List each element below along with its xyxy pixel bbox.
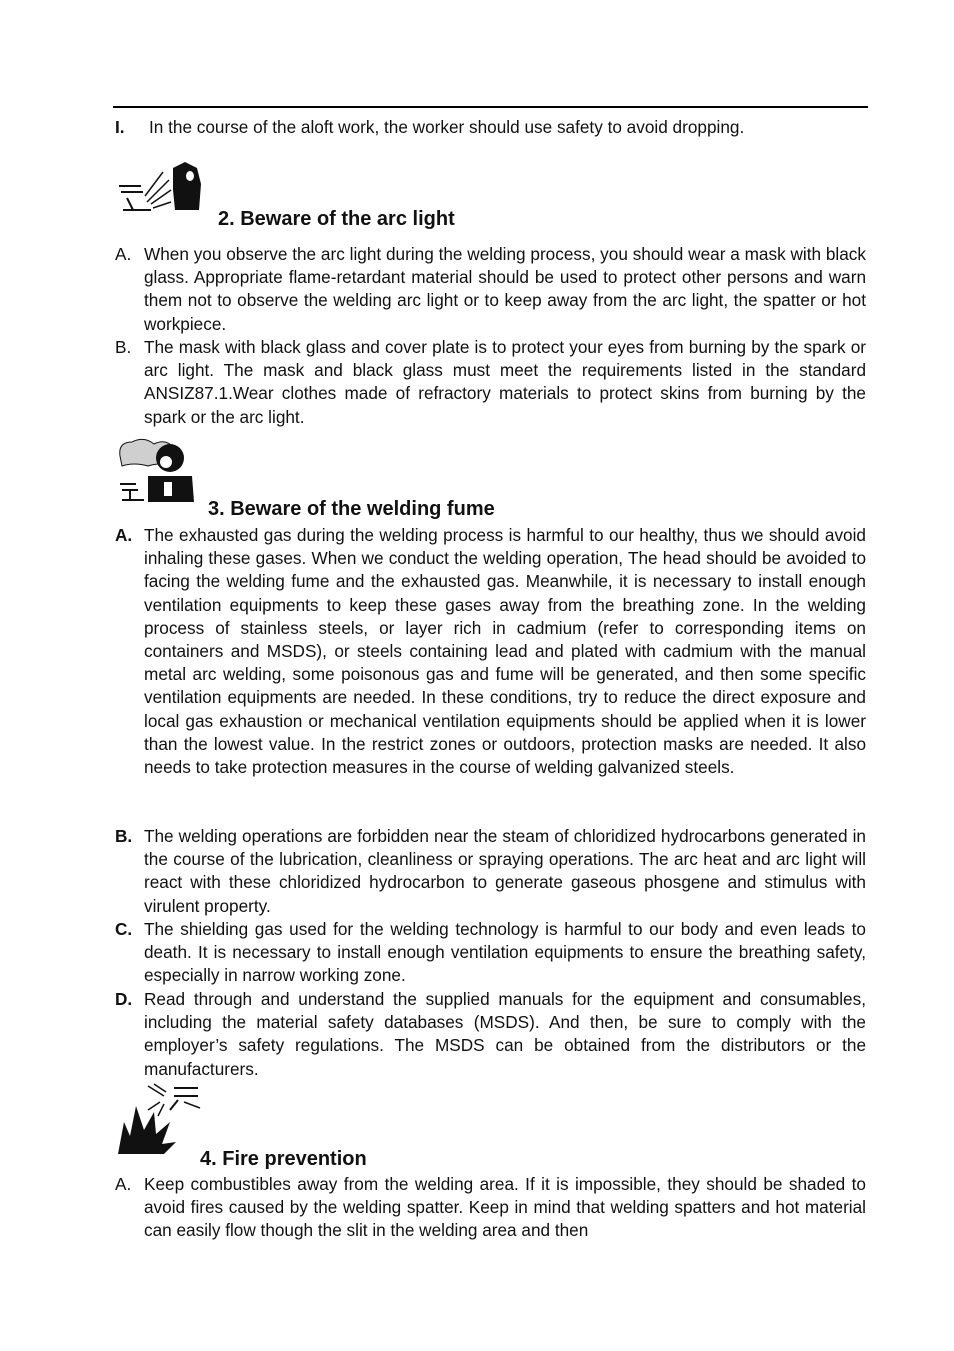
welding-fume-icon xyxy=(114,436,196,512)
item-text: The welding operations are forbidden near the steam of chloridized hydrocarbons generated in the course of the lubrication, cleanliness or spraying operations. The arc heat and arc light will react with these chloridized hydrocarbon to generate gaseous phosgene and stimulus with virulent property. xyxy=(144,826,866,916)
item-marker: C. xyxy=(115,919,133,939)
item-marker: D. xyxy=(115,989,133,1009)
list-item xyxy=(115,918,866,988)
section-heading-arc-light: 2. Beware of the arc light xyxy=(218,208,455,230)
item-marker: A. xyxy=(115,1174,132,1194)
item-text: In the course of the aloft work, the worker should use safety to avoid dropping. xyxy=(149,117,745,137)
item-marker: A. xyxy=(115,244,132,264)
item-marker: B. xyxy=(115,337,132,357)
list-item xyxy=(115,336,866,429)
list-item xyxy=(115,1173,866,1243)
item-text: The exhausted gas during the welding process is harmful to our healthy, thus we should avoid inhaling these gases. When we conduct the welding operation, The head should be avoided to facing the welding fume and the exhausted gas. Meanwhile, it is necessary to install enough ventilation equipments to keep these gases away from the breathing zone. In the welding process of stainless steels, or layer rich in cadmium (refer to corresponding items on containers and MSDS), or steels containing lead and plated with cadmium with the manual metal arc welding, some poisonous gas and fume will be generated, and then some specific ventilation equipments are needed. In these conditions, try to reduce the direct exposure and local gas exhaustion or mechanical ventilation equipments should be applied when it is lower than the lowest value. In the restrict zones or outdoors, protection masks are needed. It also needs to take protection measures in the course of welding galvanized steels. xyxy=(144,525,866,778)
arc-light-welder-icon xyxy=(113,150,205,216)
item-text: Read through and understand the supplied manuals for the equipment and consumables, including the material safety databases (MSDS). And then, be sure to comply with the employer’s safety regulations. The MSDS can be obtained from the distributors or the manufacturers. xyxy=(144,989,866,1079)
list-item xyxy=(115,243,866,336)
header-rule xyxy=(113,106,868,108)
item-text: Keep combustibles away from the welding area. If it is impossible, they should be shaded to avoid fires caused by the welding spatter. Keep in mind that welding spatters and hot material can easily flow though the slit in the welding area and then xyxy=(144,1174,866,1241)
fire-explosion-icon xyxy=(114,1082,202,1160)
item-text: The mask with black glass and cover plate is to protect your eyes from burning by the spark or arc light. The mask and black glass must meet the requirements listed in the standard ANSIZ87.1.Wear clothes made of refractory materials to protect skins from burning by the spark or the arc light. xyxy=(144,337,866,427)
item-text: The shielding gas used for the welding technology is harmful to our body and even leads to death. It is necessary to install enough ventilation equipments to ensure the breathing safety, especially in narrow working zone. xyxy=(144,919,866,986)
item-marker: B. xyxy=(115,826,133,846)
list-item xyxy=(115,524,866,779)
item-text: When you observe the arc light during the welding process, you should wear a mask with black glass. Appropriate flame-retardant material should be used to protect other persons and warn them not to observe the welding arc light or to keep away from the arc light, the spatter or hot workpiece. xyxy=(144,244,866,334)
list-item xyxy=(115,825,866,918)
list-item-i xyxy=(115,116,866,139)
item-marker: A. xyxy=(115,525,133,545)
item-marker: I. xyxy=(115,117,125,137)
section-heading-fire-prevention: 4. Fire prevention xyxy=(200,1148,367,1170)
section-heading-welding-fume: 3. Beware of the welding fume xyxy=(208,498,495,520)
list-item xyxy=(115,988,866,1081)
